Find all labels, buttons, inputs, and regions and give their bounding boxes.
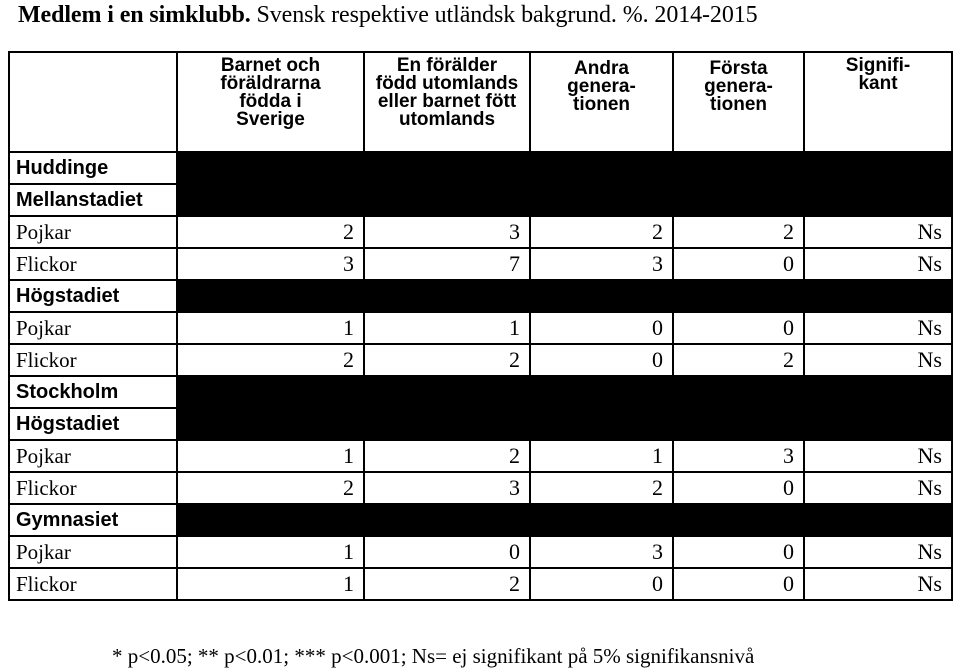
header-line: Första	[709, 58, 768, 79]
school-level-row	[9, 184, 952, 216]
table-row	[9, 440, 952, 472]
header-line: födda i	[239, 91, 302, 112]
school-level-label: Mellanstadiet	[9, 184, 177, 216]
school-level-row	[9, 408, 952, 440]
school-level-label: Gymnasiet	[9, 504, 177, 536]
header-line: tionen	[573, 94, 630, 115]
header-line: Signifi-	[845, 55, 911, 76]
cell-value: 1	[530, 440, 673, 472]
cell-value: 0	[530, 312, 673, 344]
header-col-foreign	[364, 52, 530, 152]
cell-value: 0	[530, 568, 673, 600]
row-label: Flickor	[9, 344, 177, 376]
cell-significance: Ns	[804, 568, 952, 600]
header-col-first-gen	[673, 52, 804, 152]
row-label: Pojkar	[9, 536, 177, 568]
school-level-row	[9, 280, 952, 312]
section-filler	[177, 184, 952, 216]
section-filler	[177, 408, 952, 440]
cell-value: 0	[364, 536, 530, 568]
cell-value: 3	[364, 472, 530, 504]
page-title	[18, 2, 758, 29]
cell-value: 2	[177, 344, 364, 376]
table-row	[9, 312, 952, 344]
header-line: utomlands	[398, 109, 496, 130]
cell-significance: Ns	[804, 216, 952, 248]
region-row	[9, 376, 952, 408]
row-label: Flickor	[9, 248, 177, 280]
table-row	[9, 472, 952, 504]
school-level-label: Högstadiet	[9, 408, 177, 440]
cell-significance: Ns	[804, 536, 952, 568]
cell-value: 0	[673, 248, 804, 280]
header-line: tionen	[710, 94, 767, 115]
row-label: Flickor	[9, 472, 177, 504]
header-line: eller barnet fött	[377, 91, 517, 112]
cell-value: 2	[530, 216, 673, 248]
region-label: Stockholm	[9, 376, 177, 408]
cell-value: 3	[177, 248, 364, 280]
cell-value: 0	[530, 344, 673, 376]
cell-value: 1	[177, 312, 364, 344]
cell-value: 1	[364, 312, 530, 344]
header-line: Sverige	[236, 109, 305, 130]
cell-value: 2	[673, 344, 804, 376]
header-line: föräldrarna	[220, 73, 321, 94]
header-line: född utomlands	[375, 73, 519, 94]
table-row	[9, 344, 952, 376]
cell-significance: Ns	[804, 248, 952, 280]
header-line: Andra	[574, 58, 629, 79]
cell-value: 2	[177, 216, 364, 248]
cell-significance: Ns	[804, 440, 952, 472]
school-level-label: Högstadiet	[9, 280, 177, 312]
cell-value: 3	[530, 248, 673, 280]
cell-value: 2	[673, 216, 804, 248]
table-row	[9, 216, 952, 248]
cell-value: 1	[177, 440, 364, 472]
cell-value: 3	[364, 216, 530, 248]
cell-value: 3	[530, 536, 673, 568]
region-row	[9, 152, 952, 184]
cell-value: 0	[673, 312, 804, 344]
cell-significance: Ns	[804, 312, 952, 344]
cell-value: 0	[673, 472, 804, 504]
school-level-row	[9, 504, 952, 536]
footnote: * p<0.05; ** p<0.01; *** p<0.001; Ns= ej signifikant på 5% signifikansnivå	[112, 644, 755, 668]
table-row	[9, 248, 952, 280]
cell-significance: Ns	[804, 472, 952, 504]
section-filler	[177, 280, 952, 312]
header-line: En förälder	[396, 55, 498, 76]
section-filler	[177, 152, 952, 184]
header-row	[9, 52, 952, 152]
cell-significance: Ns	[804, 344, 952, 376]
section-filler	[177, 504, 952, 536]
cell-value: 2	[364, 440, 530, 472]
cell-value: 0	[673, 568, 804, 600]
cell-value: 1	[177, 536, 364, 568]
header-col-significant	[804, 52, 952, 152]
header-col-second-gen	[530, 52, 673, 152]
cell-value: 7	[364, 248, 530, 280]
cell-value: 2	[364, 344, 530, 376]
row-label: Pojkar	[9, 312, 177, 344]
cell-value: 2	[177, 472, 364, 504]
cell-value: 0	[673, 536, 804, 568]
cell-value: 2	[530, 472, 673, 504]
cell-value: 2	[364, 568, 530, 600]
table-row	[9, 536, 952, 568]
row-label: Pojkar	[9, 440, 177, 472]
row-label: Pojkar	[9, 216, 177, 248]
region-label: Huddinge	[9, 152, 177, 184]
header-line: kant	[858, 73, 898, 94]
title-bold: Medlem i en simklubb.	[18, 2, 251, 28]
table-row	[9, 568, 952, 600]
title-normal: Svensk respektive utländsk bakgrund. %. 2014-2015	[250, 2, 758, 28]
cell-value: 1	[177, 568, 364, 600]
cell-value: 3	[673, 440, 804, 472]
header-line: genera-	[704, 76, 773, 97]
header-col-sweden	[177, 52, 364, 152]
header-empty	[9, 52, 177, 152]
data-table	[8, 51, 953, 601]
header-line: Barnet och	[220, 55, 321, 76]
section-filler	[177, 376, 952, 408]
header-line: genera-	[567, 76, 636, 97]
row-label: Flickor	[9, 568, 177, 600]
